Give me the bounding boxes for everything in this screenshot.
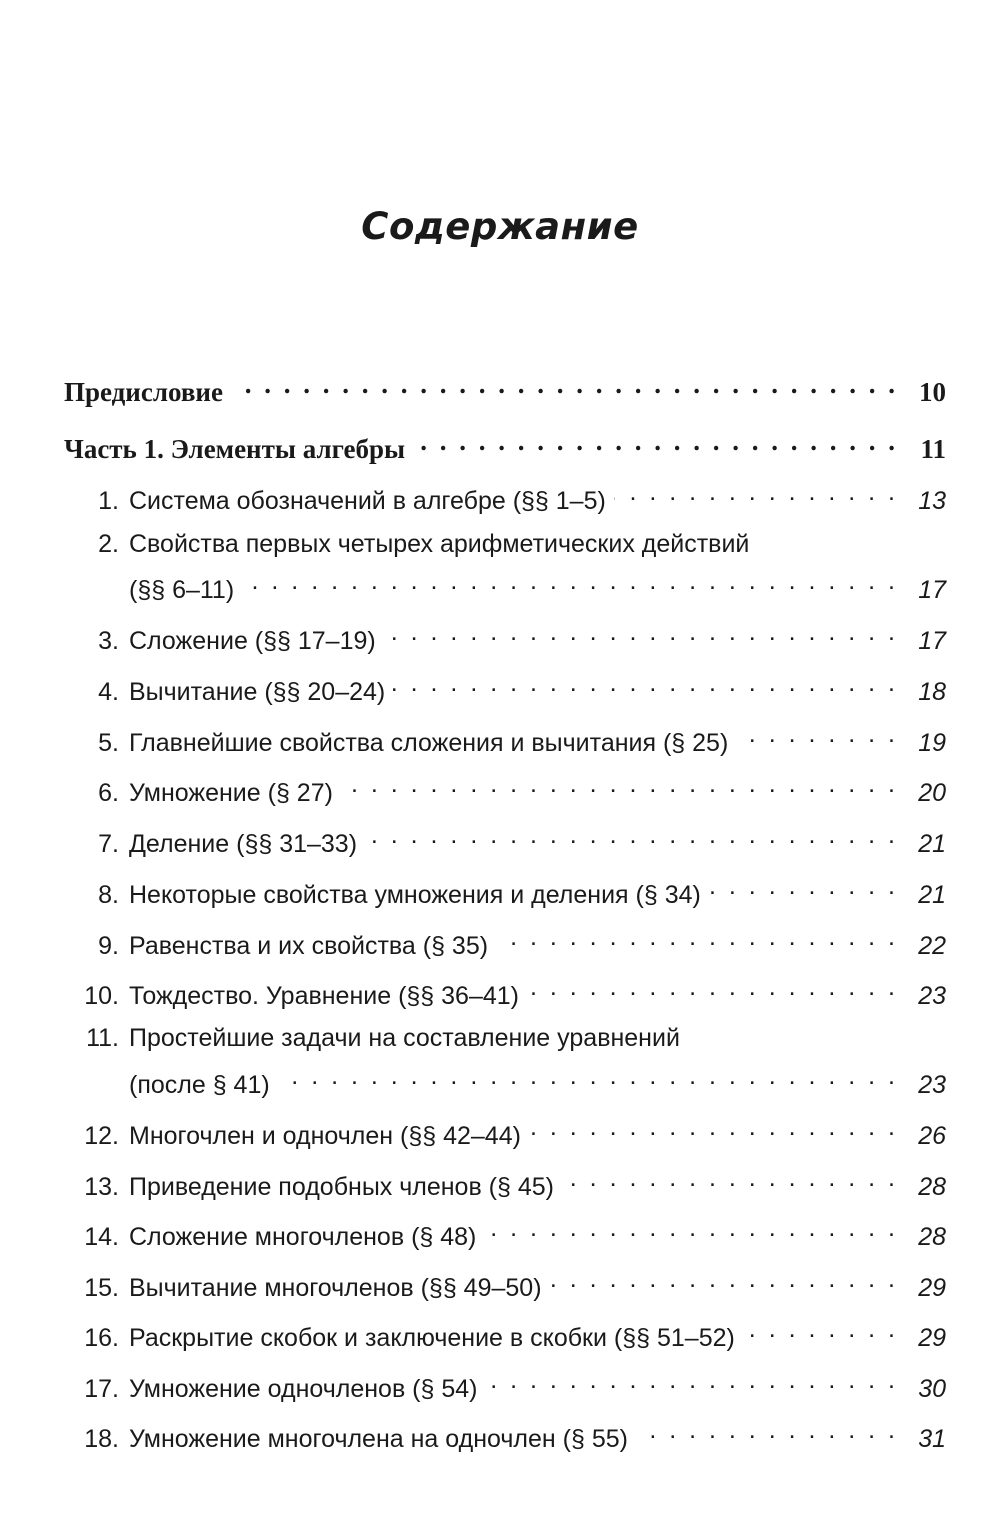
dot-leader [614, 475, 898, 509]
dot-leader [550, 1262, 898, 1296]
toc-entry-number: 15. [84, 1274, 119, 1302]
toc-page-number: 23 [918, 982, 946, 1010]
toc-entry-number: 8. [98, 881, 119, 909]
toc-entry-title-continued: (после § 41) [129, 1071, 270, 1099]
toc-entry-title: Часть 1. Элементы алгебры [64, 434, 406, 464]
toc-entry-title: Некоторые свойства умножения и деления (§ 34) [129, 881, 701, 909]
toc-page-number: 20 [918, 779, 946, 807]
toc-page-number: 22 [918, 932, 946, 960]
dot-leader [242, 564, 898, 598]
toc-entry-line-2[interactable] [64, 1059, 946, 1102]
toc-entry-title: Простейшие задачи на составление уравнений [129, 1024, 680, 1052]
toc-entry-title: Умножение многочлена на одночлен (§ 55) [129, 1425, 628, 1453]
toc-entry-number: 17. [84, 1375, 119, 1403]
dot-leader [529, 1110, 898, 1144]
toc-page-number: 29 [918, 1274, 946, 1302]
toc-entry-title: Деление (§§ 31–33) [129, 830, 358, 858]
toc-entry-title: Сложение многочленов (§ 48) [129, 1223, 477, 1251]
toc-page-number: 21 [918, 830, 946, 858]
toc-entry[interactable] [64, 970, 946, 1013]
toc-page-number: 19 [918, 729, 946, 757]
toc-entry-title: Предисловие [64, 377, 223, 407]
toc-entry[interactable] [64, 818, 946, 861]
toc-page-number: 17 [918, 627, 946, 655]
dot-leader [496, 920, 898, 954]
toc-entry[interactable] [64, 1211, 946, 1254]
toc-entry-title: Вычитание (§§ 20–24) [129, 678, 386, 706]
toc-entry-line-1[interactable] [64, 1021, 946, 1055]
toc-entry-title: Свойства первых четырех арифметических действий [129, 530, 750, 558]
toc-entry-number: 10. [84, 982, 119, 1010]
dot-leader [636, 1413, 898, 1447]
toc-entry[interactable] [64, 1363, 946, 1406]
toc-page-number: 17 [918, 576, 946, 604]
toc-entry-number: 9. [98, 932, 119, 960]
toc-entry-number: 18. [84, 1425, 119, 1453]
toc-page-number: 31 [918, 1425, 946, 1453]
dot-leader [231, 367, 898, 401]
dot-leader [413, 424, 898, 458]
toc-entry-number: 1. [98, 487, 119, 515]
toc-entry-number: 12. [84, 1122, 119, 1150]
toc-page-number: 13 [918, 487, 946, 515]
toc-page-number: 18 [918, 678, 946, 706]
dot-leader [527, 970, 898, 1004]
toc-entry-line-1[interactable] [64, 527, 946, 561]
dot-leader [484, 1211, 898, 1245]
toc-entry[interactable] [64, 920, 946, 963]
toc-entry-title: Главнейшие свойства сложения и вычитания (§ 25) [129, 729, 729, 757]
toc-entry-title: Многочлен и одночлен (§§ 42–44) [129, 1122, 521, 1150]
toc-entry-title: Сложение (§§ 17–19) [129, 627, 376, 655]
dot-leader [486, 1363, 899, 1397]
toc-page-number: 30 [918, 1375, 946, 1403]
toc-entry[interactable] [64, 1312, 946, 1355]
toc-entry-title: Равенства и их свойства (§ 35) [129, 932, 489, 960]
toc-entry[interactable] [64, 1110, 946, 1153]
toc-entry-title: Умножение одночленов (§ 54) [129, 1375, 478, 1403]
toc-entry-number: 5. [98, 729, 119, 757]
toc-entry-title: Приведение подобных членов (§ 45) [129, 1173, 554, 1201]
toc-entry-number: 6. [98, 779, 119, 807]
dot-leader [384, 615, 898, 649]
toc-entry-number: 13. [84, 1173, 119, 1201]
toc-page-number: 28 [918, 1173, 946, 1201]
toc-entry[interactable] [64, 869, 946, 912]
toc-entry-number: 4. [98, 678, 119, 706]
toc-entry-number: 16. [84, 1324, 119, 1352]
dot-leader [562, 1161, 898, 1195]
toc-entry-title: Система обозначений в алгебре (§§ 1–5) [129, 487, 606, 515]
toc-entry[interactable] [64, 1413, 946, 1456]
toc-entry[interactable] [64, 666, 946, 709]
toc-entry-title-continued: (§§ 6–11) [129, 576, 235, 604]
toc-entry-title: Вычитание многочленов (§§ 49–50) [129, 1274, 542, 1302]
dot-leader [341, 767, 898, 801]
toc-entry[interactable] [64, 475, 946, 518]
toc-entry-title: Тождество. Уравнение (§§ 36–41) [129, 982, 520, 1010]
toc-entry[interactable] [64, 767, 946, 810]
toc-entry-title: Умножение (§ 27) [129, 779, 333, 807]
toc-entry[interactable] [64, 615, 946, 658]
toc-entry-preface[interactable] [64, 367, 946, 409]
toc-entry-part-1[interactable] [64, 424, 946, 466]
toc-entry-number: 11. [86, 1024, 119, 1052]
toc-page-number: 11 [920, 434, 946, 464]
dot-leader [709, 869, 898, 903]
toc-page-number: 29 [918, 1324, 946, 1352]
dot-leader [736, 717, 898, 751]
dot-leader [743, 1312, 898, 1346]
toc-entry-number: 3. [98, 627, 119, 655]
dot-leader [365, 818, 898, 852]
toc-page-number: 28 [918, 1223, 946, 1251]
toc-page-number: 10 [919, 377, 946, 407]
page-title: Содержание [361, 205, 639, 248]
toc-page-number: 21 [918, 881, 946, 909]
toc-entry-line-2[interactable] [64, 564, 946, 607]
toc-entry[interactable] [64, 717, 946, 760]
toc-entry-number: 14. [84, 1223, 119, 1251]
toc-entry[interactable] [64, 1161, 946, 1204]
toc-entry-number: 7. [98, 830, 119, 858]
toc-entry-title: Раскрытие скобок и заключение в скобки (§§ 51–52) [129, 1324, 735, 1352]
dot-leader [278, 1059, 898, 1093]
dot-leader [393, 666, 898, 700]
toc-entry[interactable] [64, 1262, 946, 1305]
toc-entry-number: 2. [98, 530, 119, 558]
toc-page-number: 26 [918, 1122, 946, 1150]
toc-page-number: 23 [918, 1071, 946, 1099]
